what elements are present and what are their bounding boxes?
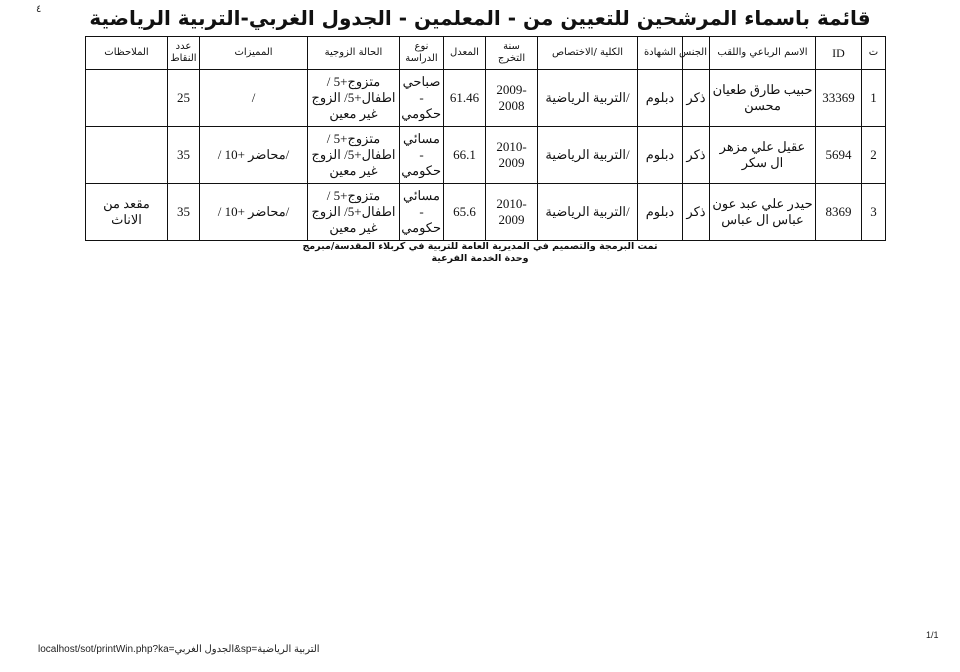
cell-grad-year: 2010-2009 — [486, 184, 538, 241]
cell-marital: متزوج+5 / اطفال+5/ الزوج غير معين — [308, 70, 400, 127]
cell-notes: مقعد من الاناث — [86, 184, 168, 241]
cell-certificate: دبلوم — [638, 184, 683, 241]
candidates-table — [85, 36, 886, 241]
header-name: الاسم الرباعي واللقب — [710, 37, 816, 70]
cell-marital: متزوج+5 / اطفال+5/ الزوج غير معين — [308, 127, 400, 184]
cell-points: 35 — [168, 127, 200, 184]
print-url: localhost/sot/printWin.php?ka=الجدول الغربي&sp=التربية الرياضية — [38, 644, 320, 655]
cell-college: /التربية الرياضية — [538, 184, 638, 241]
cell-grad-year: 2009-2008 — [486, 70, 538, 127]
header-average: المعدل — [444, 37, 486, 70]
cell-name: حبيب طارق طعيان محسن — [710, 70, 816, 127]
table-row — [86, 70, 886, 127]
cell-points: 35 — [168, 184, 200, 241]
header-marital: الحالة الزوجية — [308, 37, 400, 70]
cell-id: 5694 — [816, 127, 862, 184]
page-number: 1/1 — [926, 630, 939, 640]
header-notes: الملاحظات — [86, 37, 168, 70]
cell-college: /التربية الرياضية — [538, 70, 638, 127]
cell-average: 61.46 — [444, 70, 486, 127]
cell-certificate: دبلوم — [638, 127, 683, 184]
table-row — [86, 127, 886, 184]
cell-notes — [86, 127, 168, 184]
header-study-type: نوع الدراسة — [400, 37, 444, 70]
page-mark: ٤ — [36, 4, 42, 15]
cell-features: /محاضر +10 / — [200, 184, 308, 241]
header-features: المميزات — [200, 37, 308, 70]
cell-name: حيدر علي عبد عون عباس ال عباس — [710, 184, 816, 241]
cell-marital: متزوج+5 / اطفال+5/ الزوج غير معين — [308, 184, 400, 241]
header-grad-year: سنة التخرج — [486, 37, 538, 70]
cell-id: 8369 — [816, 184, 862, 241]
cell-average: 66.1 — [444, 127, 486, 184]
cell-grad-year: 2010-2009 — [486, 127, 538, 184]
header-id: ID — [816, 37, 862, 70]
cell-study-type: مسائي - حكومي — [400, 184, 444, 241]
table-row — [86, 184, 886, 241]
cell-points: 25 — [168, 70, 200, 127]
header-certificate: الشهادة — [638, 37, 683, 70]
header-college: الكلية /الاختصاص — [538, 37, 638, 70]
cell-features: /محاضر +10 / — [200, 127, 308, 184]
cell-certificate: دبلوم — [638, 70, 683, 127]
cell-seq: 3 — [862, 184, 886, 241]
cell-seq: 2 — [862, 127, 886, 184]
cell-seq: 1 — [862, 70, 886, 127]
cell-study-type: صباحي - حكومي — [400, 70, 444, 127]
cell-id: 33369 — [816, 70, 862, 127]
table-header-row — [86, 37, 886, 70]
cell-notes — [86, 70, 168, 127]
cell-study-type: مسائي - حكومي — [400, 127, 444, 184]
footer-note: تمت البرمجة والتصميم في المديرية العامة للتربية في كربلاء المقدسة/مبرمج وحدة الخدمة الفرعية — [302, 241, 658, 264]
cell-name: عقيل علي مزهر ال سكر — [710, 127, 816, 184]
header-points: عدد النقاط — [168, 37, 200, 70]
page-title: قائمة باسماء المرشحين للتعيين من - المعلمين - الجدول الغربي-التربية الرياضية — [89, 6, 871, 30]
header-seq: ت — [862, 37, 886, 70]
cell-gender: ذكر — [683, 70, 710, 127]
cell-features: / — [200, 70, 308, 127]
cell-average: 65.6 — [444, 184, 486, 241]
cell-gender: ذكر — [683, 184, 710, 241]
header-gender: الجنس — [683, 37, 710, 70]
cell-college: /التربية الرياضية — [538, 127, 638, 184]
cell-gender: ذكر — [683, 127, 710, 184]
